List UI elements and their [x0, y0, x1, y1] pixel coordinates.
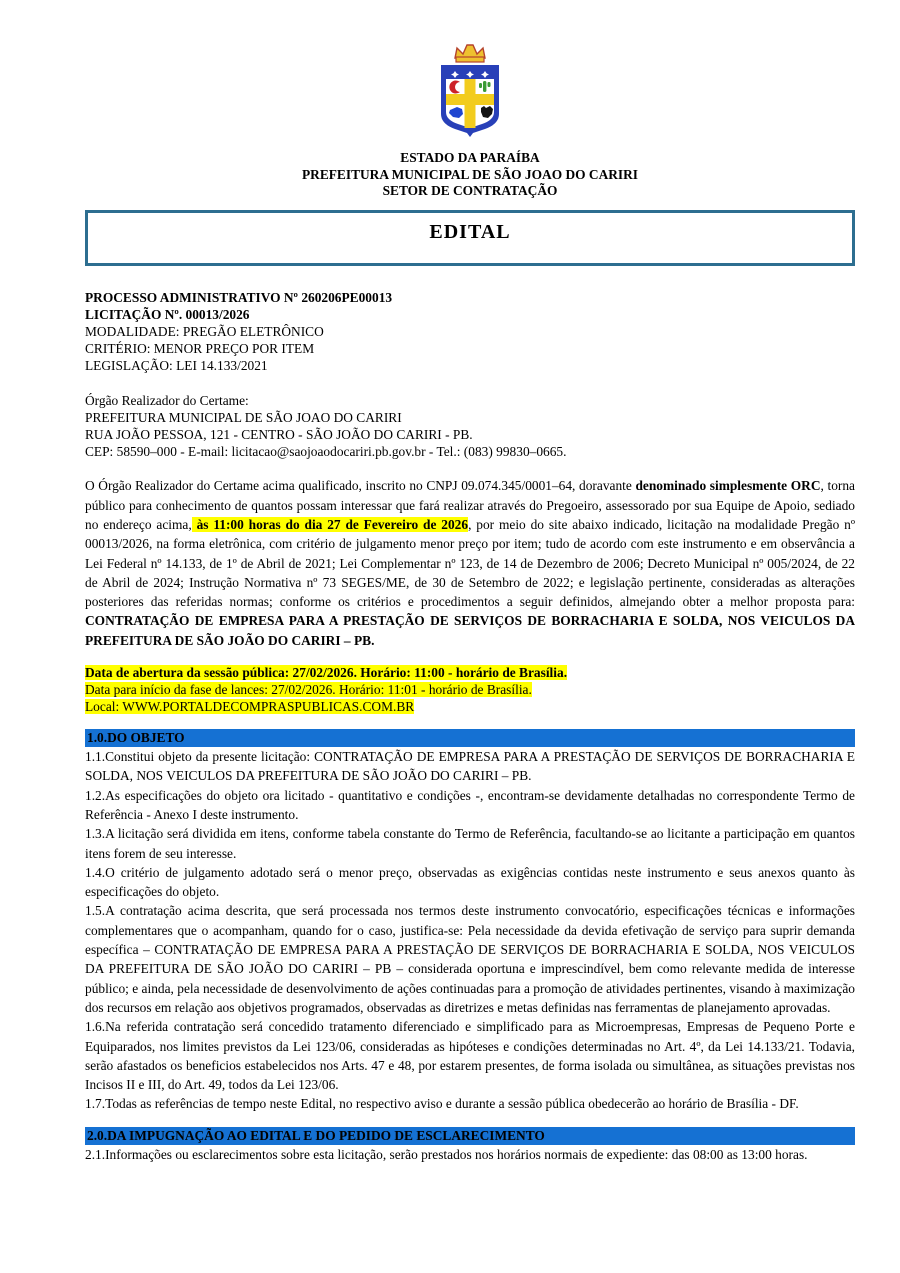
session-date-line — [85, 698, 855, 715]
process-info-line — [85, 357, 855, 374]
section-paragraph: 1.3.A licitação será dividida em itens, conforme tabela constante do Termo de Referência, facultando-se ao licitante a participação em quantos itens forem de seu interesse. — [85, 826, 855, 861]
header-line: SETOR DE CONTRATAÇÃO — [382, 183, 558, 198]
organizer-line: PREFEITURA MUNICIPAL DE SÃO JOAO DO CARIRI — [85, 409, 402, 425]
process-info-line — [85, 306, 855, 323]
header-org-lines — [85, 150, 855, 200]
process-info-line — [85, 289, 855, 306]
municipal-coat-of-arms-icon — [431, 42, 509, 146]
session-date-line — [85, 681, 855, 698]
organizer-block — [85, 392, 855, 461]
session-dates-block — [85, 664, 855, 716]
highlighted-text: às 11:00 horas do dia 27 de Fevereiro de 2026 — [191, 516, 469, 532]
text-segment: LICITAÇÃO Nº. 00013/2026 — [85, 306, 250, 322]
section-paragraph: 2.1.Informações ou esclarecimentos sobre esta licitação, serão prestados nos horários normais de expediente: das 08:00 as 13:00 horas. — [85, 1147, 808, 1163]
highlighted-text: Data de abertura da sessão pública: 27/02/2026. Horário: 11:00 - horário de Brasília. — [85, 665, 568, 680]
section-paragraph: 1.6.Na referida contratação será concedido tratamento diferenciado e simplificado para as Microempresas, Empresas de Pequeno Porte e Equiparados, nos limites previstos da Lei 123/06, consideradas as hipóteses e condições determinadas no Art. 4º, da Lei 14.133/21. Todavia, serão afastados os beneficios estabelecidos nos Arts. 47 e 48, por estarem presentes, de forma isolada ou simultânea, as situações previstas nos Incisos II e III, do Art. 49, todos da Lei 123/06. — [85, 1019, 855, 1093]
text-segment: , torna público para conhecimento de quantos possam interessar que fará realizar através do Pregoeiro, assessorado por sua Equipe de Apoio, sediado no endereço acima, — [85, 478, 855, 532]
process-info-line — [85, 323, 855, 340]
highlighted-text: Local: WWW.PORTALDECOMPRASPUBLICAS.COM.BR — [85, 699, 415, 715]
section-impugnacao-paragraphs — [85, 1145, 855, 1164]
text-segment: LEGISLAÇÃO: LEI 14.133/2021 — [85, 358, 268, 374]
section-paragraph: 1.4.O critério de julgamento adotado será o menor preço, observadas as exigências contidas neste instrumento e seus anexos quanto às especificações do objeto. — [85, 864, 855, 900]
text-segment: CONTRATAÇÃO DE EMPRESA PARA A PRESTAÇÃO DE SERVIÇOS DE BORRACHARIA E SOLDA, NOS VEICULOS DA PREFEITURA DE SÃO JOÃO DO CARIRI – PB. — [85, 613, 855, 648]
section-objeto-heading: 1.0.DO OBJETO — [85, 729, 855, 748]
section-objeto-paragraphs — [85, 747, 855, 1114]
section-impugnacao — [85, 1127, 855, 1165]
header-line: ESTADO DA PARAÍBA — [400, 150, 540, 165]
session-date-line — [85, 664, 855, 681]
text-segment: , por meio do site abaixo indicado, licitação na modalidade Pregão nº 00013/2026, na forma eletrônica, com critério de julgamento menor preço por item; tudo de acordo com este instrumento e em observância a Lei Federal nº 14.133, de 1º de Abril de 2021; Lei Complementar nº 123, de 14 de Dezembro de 2006; Decreto Municipal nº 005/2024, de 22 de Abril de 2024; Instrução Normativa nº 73 SEGES/ME, de 30 de Setembro de 2022; e legislação pertinente, consideradas as alterações posteriores das referidas normas; conforme os critérios e procedimentos a seguir definidos, almejando obter a melhor proposta para: — [85, 516, 855, 610]
highlighted-text: Data para início da fase de lances: 27/02/2026. Horário: 11:01 - horário de Brasília. — [85, 682, 532, 698]
text-segment: PROCESSO ADMINISTRATIVO Nº 260206PE00013 — [85, 289, 393, 305]
text-segment: denominado simplesmente ORC — [635, 478, 821, 494]
document-header — [85, 42, 855, 200]
process-info-block — [85, 289, 855, 375]
preamble-paragraph — [85, 476, 855, 650]
edital-title-box — [85, 210, 855, 266]
process-info-line — [85, 340, 855, 357]
section-paragraph: 1.2.As especificações do objeto ora licitado - quantitativo e condições -, encontram-se devidamente detalhadas no correspondente Termo de Referência - Anexo I deste instrumento. — [85, 787, 855, 822]
organizer-line: Órgão Realizador do Certame: — [85, 392, 249, 408]
text-segment: O Órgão Realizador do Certame acima qualificado, inscrito no CNPJ 09.074.345/0001–64, doravante — [85, 478, 636, 494]
section-impugnacao-heading: 2.0.DA IMPUGNAÇÃO AO EDITAL E DO PEDIDO DE ESCLARECIMENTO — [85, 1127, 855, 1146]
header-line: PREFEITURA MUNICIPAL DE SÃO JOAO DO CARIRI — [301, 166, 639, 182]
document-title: EDITAL — [429, 220, 511, 243]
text-segment: CRITÉRIO: MENOR PREÇO POR ITEM — [85, 341, 315, 357]
organizer-line: RUA JOÃO PESSOA, 121 - CENTRO - SÃO JOÃO DO CARIRI - PB. — [85, 426, 473, 442]
section-objeto — [85, 729, 855, 1114]
organizer-line: CEP: 58590–000 - E-mail: licitacao@saojoaodocariri.pb.gov.br - Tel.: (083) 99830–0665. — [85, 444, 567, 460]
section-paragraph: 1.1.Constitui objeto da presente licitação: CONTRATAÇÃO DE EMPRESA PARA A PRESTAÇÃO DE SERVIÇOS DE BORRACHARIA E SOLDA, NOS VEICULOS DA PREFEITURA DE SÃO JOÃO DO CARIRI – PB. — [85, 749, 855, 784]
section-paragraph: 1.7.Todas as referências de tempo neste Edital, no respectivo aviso e durante a sessão pública obedecerão ao horário de Brasília - DF. — [85, 1096, 799, 1112]
text-segment: MODALIDADE: PREGÃO ELETRÔNICO — [85, 323, 324, 339]
section-paragraph: 1.5.A contratação acima descrita, que será processada nos termos deste instrumento convocatório, especificações técnicas e informações complementares que o acompanham, quando for o caso, justifica-se: Pela necessidade da devida efetivação de serviço para suprir demanda específica – CONTRATAÇÃO DE EMPRESA PARA A PRESTAÇÃO DE SERVIÇOS DE BORRACHARIA E SOLDA, NOS VEICULOS DA PREFEITURA DE SÃO JOÃO DO CARIRI – PB – considerada oportuna e imprescindível, bem como relevante medida de interesse público; e ainda, pela necessidade de desenvolvimento de ações continuadas para a promoção de atividades pertinentes, visando à maximização dos recursos em relação aos objetivos programados, observadas as diretrizes e metas definidas nas ferramentas de planejamento aprovadas. — [85, 903, 855, 1015]
